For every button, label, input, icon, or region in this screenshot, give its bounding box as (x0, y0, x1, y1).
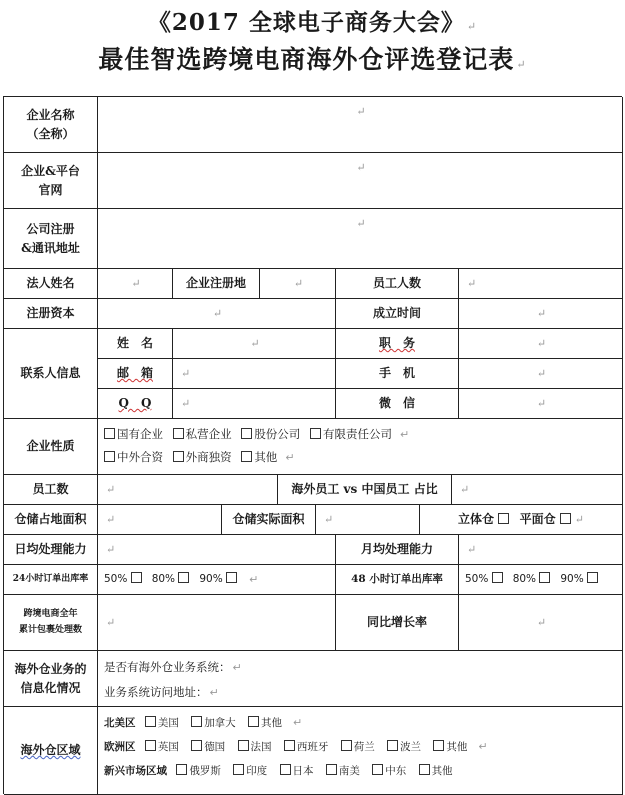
has-system-line: 是否有海外仓业务系统： ↵ (104, 660, 242, 674)
checkbox-state-owned[interactable]: 国有企业 (104, 427, 163, 441)
registration-place-label: 企业注册地 (173, 269, 260, 299)
checkbox-flat-warehouse[interactable]: 平面仓 (520, 510, 573, 529)
checkbox-poland[interactable]: 波兰 (387, 741, 421, 753)
employees-label: 员工数 (4, 475, 98, 505)
checkbox-icon (241, 428, 252, 439)
checkbox-eu-other[interactable]: 其他 (433, 741, 467, 753)
checkbox-icon (498, 513, 509, 524)
checkbox-icon (176, 764, 187, 775)
checkbox-japan[interactable]: 日本 (280, 765, 314, 777)
checkbox-em-other[interactable]: 其他 (419, 765, 453, 777)
daily-capacity-label: 日均处理能力 (4, 535, 98, 565)
checkbox-icon (419, 764, 430, 775)
checkbox-middle-east[interactable]: 中东 (372, 765, 406, 777)
founded-date-field[interactable]: ↵ (459, 299, 623, 329)
warehouse-type-options: 立体仓 平面仓 ↵ (420, 505, 623, 535)
founded-date-label: 成立时间 (336, 299, 459, 329)
checkbox-icon (191, 740, 202, 751)
checkbox-icon (372, 764, 383, 775)
checkbox-netherlands[interactable]: 荷兰 (341, 741, 375, 753)
contact-qq-field[interactable]: ↵ (173, 389, 336, 419)
contact-name-label: 姓 名 (98, 329, 173, 359)
contact-wechat-label: 微 信 (336, 389, 459, 419)
checkbox-germany[interactable]: 德国 (191, 741, 225, 753)
checkbox-icon (326, 764, 337, 775)
storage-actual-label: 仓储实际面积 (222, 505, 316, 535)
rate-24h-label: 24小时订单出库率 (4, 565, 98, 595)
checkbox-24h-80[interactable]: 80% (152, 571, 192, 587)
checkbox-icon (104, 451, 115, 462)
checkbox-india[interactable]: 印度 (233, 765, 267, 777)
annual-parcels-label: 跨境电商全年 累计包裹处理数 (4, 595, 98, 651)
checkbox-joint-stock[interactable]: 股份公司 (241, 427, 300, 441)
checkbox-icon (191, 716, 202, 727)
checkbox-icon (341, 740, 352, 751)
checkbox-icon (284, 740, 295, 751)
checkbox-spain[interactable]: 西班牙 (284, 741, 329, 753)
checkbox-icon (145, 740, 156, 751)
checkbox-na-other[interactable]: 其他 (248, 717, 282, 729)
checkbox-limited-liability[interactable]: 有限责任公司 (310, 427, 392, 441)
company-nature-options: 国有企业 私营企业 股份公司 有限责任公司 ↵ 中外合资 外商独资 其他 ↵ (98, 419, 623, 475)
platform-website-field[interactable]: ↵ (98, 153, 623, 209)
monthly-capacity-label: 月均处理能力 (336, 535, 459, 565)
yoy-growth-label: 同比增长率 (336, 595, 459, 651)
company-name-field[interactable]: ↵ (98, 97, 623, 153)
region-europe: 欧洲区 英国 德国 法国 西班牙 荷兰 波兰 其他 ↵ (104, 740, 488, 753)
checkbox-icon (173, 428, 184, 439)
checkbox-icon (387, 740, 398, 751)
daily-capacity-field[interactable]: ↵ (98, 535, 336, 565)
contact-info-label: 联系人信息 (4, 329, 98, 419)
platform-website-label: 企业&平台 官网 (4, 153, 98, 209)
registered-capital-field[interactable]: ↵ (98, 299, 336, 329)
warehouse-region-options (98, 707, 623, 795)
checkbox-24h-50[interactable]: 50% (104, 571, 144, 587)
contact-wechat-field[interactable]: ↵ (459, 389, 623, 419)
rate-24h-options: 50% 80% 90% ↵ (98, 565, 336, 595)
checkbox-foreign-owned[interactable]: 外商独资 (173, 450, 232, 464)
checkbox-icon (539, 572, 550, 583)
checkbox-france[interactable]: 法国 (238, 741, 272, 753)
monthly-capacity-field[interactable]: ↵ (459, 535, 623, 565)
checkbox-icon (226, 572, 237, 583)
checkbox-icon (145, 716, 156, 727)
overseas-ratio-label: 海外员工 vs 中国员工 占比 (278, 475, 452, 505)
checkbox-icon (492, 572, 503, 583)
system-url-line: 业务系统访问地址： ↵ (104, 685, 219, 699)
checkbox-icon (178, 572, 189, 583)
checkbox-sino-foreign[interactable]: 中外合资 (104, 450, 163, 464)
registration-place-field[interactable]: ↵ (260, 269, 336, 299)
checkbox-48h-90[interactable]: 90% (560, 571, 600, 587)
storage-actual-field[interactable]: ↵ (316, 505, 420, 535)
storage-area-field[interactable]: ↵ (98, 505, 222, 535)
checkbox-south-america[interactable]: 南美 (326, 765, 360, 777)
checkbox-uk[interactable]: 英国 (145, 741, 179, 753)
checkbox-icon (248, 716, 259, 727)
overseas-ratio-field[interactable]: ↵ (452, 475, 623, 505)
checkbox-icon (433, 740, 444, 751)
contact-name-field[interactable]: ↵ (173, 329, 336, 359)
checkbox-icon (560, 513, 571, 524)
company-name-label: 企业名称 （全称） (4, 97, 98, 153)
staff-count-label: 员工人数 (336, 269, 459, 299)
checkbox-icon (131, 572, 142, 583)
contact-email-field[interactable]: ↵ (173, 359, 336, 389)
form-title-line2: 最佳智选跨境电商海外仓评选登记表 ↵ (98, 45, 527, 74)
employees-field[interactable]: ↵ (98, 475, 278, 505)
checkbox-nature-other[interactable]: 其他 (241, 450, 277, 464)
legal-person-label: 法人姓名 (4, 269, 98, 299)
registration-form-table (3, 96, 622, 794)
checkbox-icon (241, 451, 252, 462)
checkbox-icon (310, 428, 321, 439)
checkbox-48h-50[interactable]: 50% (465, 571, 505, 587)
warehouse-region-label: 海外仓区域 (4, 707, 98, 795)
staff-count-field[interactable]: ↵ (459, 269, 623, 299)
checkbox-48h-80[interactable]: 80% (513, 571, 553, 587)
yoy-growth-field[interactable]: ↵ (459, 595, 623, 651)
checkbox-icon (238, 740, 249, 751)
company-nature-label: 企业性质 (4, 419, 98, 475)
legal-person-field[interactable]: ↵ (98, 269, 173, 299)
contact-title-label: 职 务 (336, 329, 459, 359)
form-title-line1: 《2017 全球电子商务大会》 ↵ (147, 9, 478, 36)
checkbox-icon (233, 764, 244, 775)
checkbox-icon (587, 572, 598, 583)
checkbox-russia[interactable]: 俄罗斯 (176, 765, 221, 777)
annual-parcels-field[interactable]: ↵ (98, 595, 336, 651)
rate-48h-options (459, 565, 623, 595)
storage-area-label: 仓储占地面积 (4, 505, 98, 535)
contact-phone-field[interactable]: ↵ (459, 359, 623, 389)
contact-qq-label: Q Q (98, 389, 173, 419)
info-systems-label: 海外仓业务的 信息化情况 (4, 651, 98, 707)
contact-phone-label: 手 机 (336, 359, 459, 389)
checkbox-private[interactable]: 私营企业 (173, 427, 232, 441)
registered-address-field[interactable]: ↵ (98, 209, 623, 269)
checkbox-usa[interactable]: 美国 (145, 717, 179, 729)
checkbox-icon (280, 764, 291, 775)
region-emerging-markets: 新兴市场区域 俄罗斯 印度 日本 南美 中东 其他 (104, 765, 453, 777)
checkbox-stereo-warehouse[interactable]: 立体仓 (458, 510, 511, 529)
contact-title-field[interactable]: ↵ (459, 329, 623, 359)
contact-email-label: 邮 箱 (98, 359, 173, 389)
region-north-america: 北美区 美国 加拿大 其他 ↵ (104, 716, 303, 729)
checkbox-canada[interactable]: 加拿大 (191, 717, 236, 729)
registered-capital-label: 注册资本 (4, 299, 98, 329)
rate-48h-label: 48 小时订单出库率 (336, 565, 459, 595)
checkbox-icon (104, 428, 115, 439)
registered-address-label: 公司注册 &通讯地址 (4, 209, 98, 269)
checkbox-24h-90[interactable]: 90% (199, 571, 239, 587)
checkbox-icon (173, 451, 184, 462)
info-systems-field[interactable] (98, 651, 623, 707)
